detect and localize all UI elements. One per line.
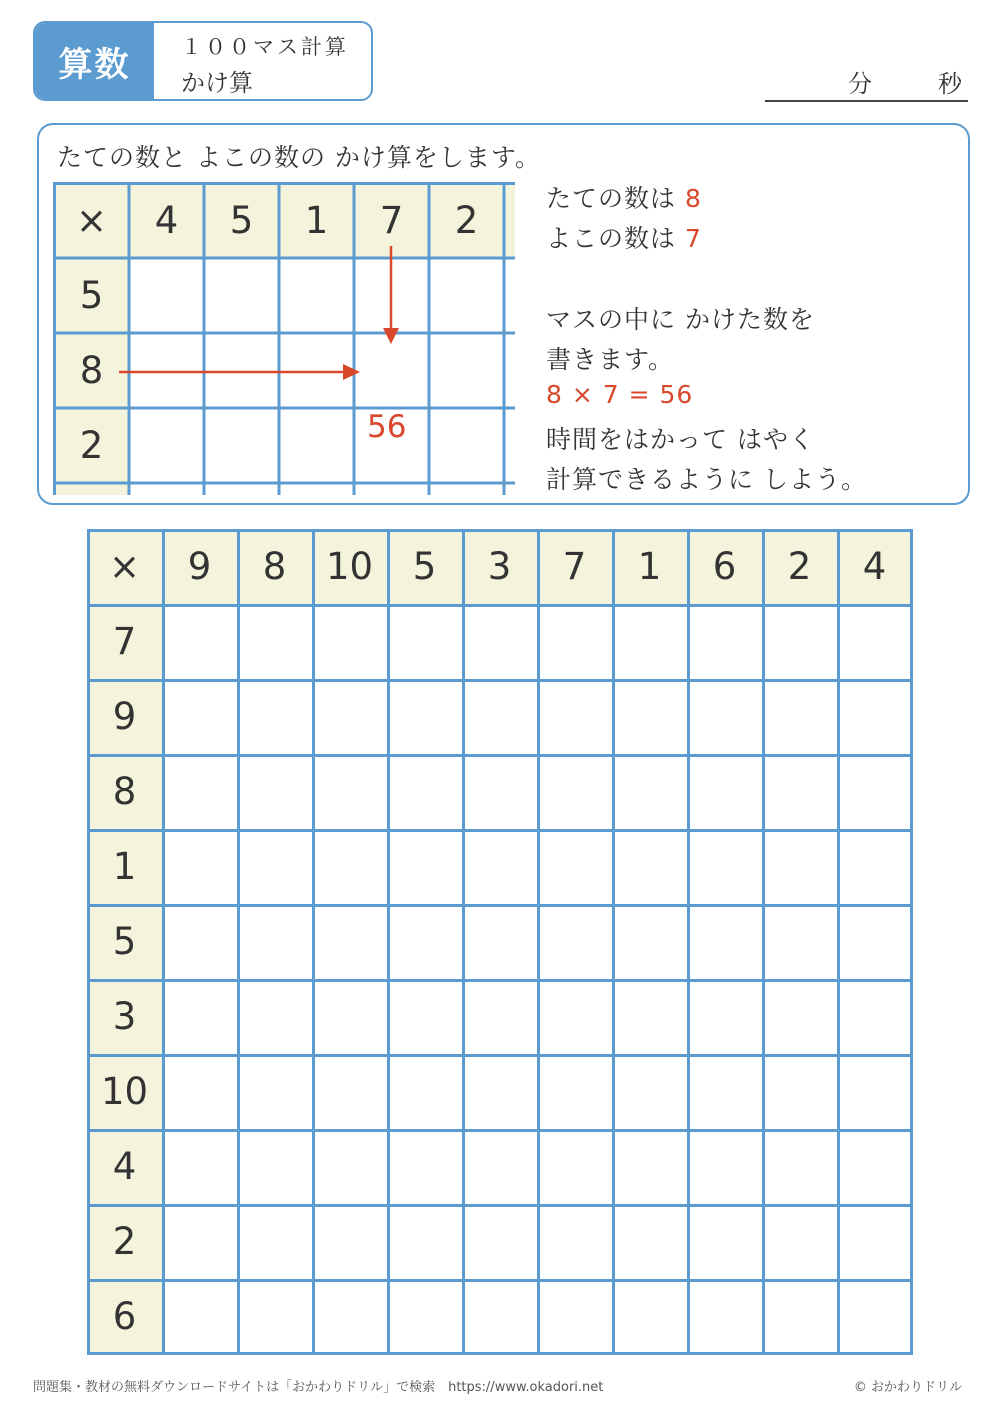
- answer-cell[interactable]: [689, 981, 762, 1054]
- answer-cell[interactable]: [539, 1281, 612, 1354]
- answer-cell[interactable]: [614, 606, 687, 679]
- answer-cell[interactable]: [464, 606, 537, 679]
- answer-cell[interactable]: [164, 1056, 237, 1129]
- answer-cell[interactable]: [164, 981, 237, 1054]
- grid-row-header: 7: [112, 620, 137, 663]
- answer-cell[interactable]: [464, 681, 537, 754]
- grid-col-header: 1: [637, 545, 662, 588]
- answer-cell[interactable]: [839, 1131, 912, 1204]
- hundred-cell-grid: [87, 529, 913, 1355]
- answer-cell[interactable]: [689, 906, 762, 979]
- grid-row-header: 10: [100, 1070, 149, 1113]
- answer-cell[interactable]: [314, 1131, 387, 1204]
- answer-cell[interactable]: [689, 1131, 762, 1204]
- grid-col-header: 7: [562, 545, 587, 588]
- example-col-header: 1: [304, 199, 329, 242]
- answer-cell[interactable]: [239, 1056, 312, 1129]
- answer-cell[interactable]: [689, 1056, 762, 1129]
- example-col-header: 4: [154, 199, 179, 242]
- answer-cell[interactable]: [389, 831, 462, 904]
- answer-cell[interactable]: [839, 756, 912, 829]
- answer-cell[interactable]: [314, 681, 387, 754]
- answer-cell[interactable]: [464, 1281, 537, 1354]
- answer-cell[interactable]: [614, 831, 687, 904]
- grid-row-header: 5: [112, 920, 137, 963]
- answer-cell[interactable]: [464, 831, 537, 904]
- answer-cell[interactable]: [764, 831, 837, 904]
- subject-badge: 算数: [35, 23, 154, 99]
- instruction-panel: [37, 123, 970, 505]
- time-record-field[interactable]: [765, 62, 968, 102]
- answer-cell[interactable]: [839, 681, 912, 754]
- explanation-line: 書きます。: [546, 345, 675, 374]
- answer-cell[interactable]: [239, 1281, 312, 1354]
- answer-cell[interactable]: [764, 756, 837, 829]
- answer-cell[interactable]: [164, 1131, 237, 1204]
- explanation-line: 時間をはかって はやく: [546, 425, 815, 454]
- answer-cell[interactable]: [614, 906, 687, 979]
- footer-site-info: 問題集・教材の無料ダウンロードサイトは「おかわりドリル」で検索 https://www.okadori.net: [33, 1380, 604, 1395]
- explanation-line: 計算できるように しよう。: [546, 465, 867, 494]
- answer-cell[interactable]: [389, 756, 462, 829]
- answer-cell[interactable]: [764, 1056, 837, 1129]
- explanation-horizontal: [546, 219, 702, 255]
- grid-col-header: 8: [262, 545, 287, 588]
- answer-cell[interactable]: [764, 1281, 837, 1354]
- explanation-horizontal-value: 7: [684, 224, 702, 253]
- answer-cell[interactable]: [539, 981, 612, 1054]
- answer-cell[interactable]: [614, 1206, 687, 1279]
- answer-cell[interactable]: [839, 606, 912, 679]
- answer-cell[interactable]: [839, 906, 912, 979]
- answer-cell[interactable]: [314, 1056, 387, 1129]
- answer-cell[interactable]: [314, 1281, 387, 1354]
- answer-cell[interactable]: [239, 981, 312, 1054]
- example-corner-symbol: ×: [75, 199, 107, 242]
- answer-cell[interactable]: [164, 1281, 237, 1354]
- answer-cell[interactable]: [164, 906, 237, 979]
- answer-cell[interactable]: [239, 1131, 312, 1204]
- grid-row-header: 4: [112, 1145, 137, 1188]
- answer-cell[interactable]: [239, 681, 312, 754]
- answer-cell[interactable]: [764, 606, 837, 679]
- answer-cell[interactable]: [689, 1281, 762, 1354]
- answer-cell[interactable]: [689, 681, 762, 754]
- grid-col-header: 6: [712, 545, 737, 588]
- answer-cell[interactable]: [539, 1206, 612, 1279]
- answer-cell[interactable]: [764, 906, 837, 979]
- worksheet-title: １００マス計算: [181, 35, 349, 59]
- answer-cell[interactable]: [389, 1281, 462, 1354]
- grid-row-header: 1: [112, 845, 137, 888]
- answer-cell[interactable]: [239, 1206, 312, 1279]
- explanation-horizontal-text: よこの数は: [546, 224, 685, 253]
- example-row-header: 2: [79, 424, 104, 467]
- worksheet-subtitle: かけ算: [181, 69, 253, 97]
- answer-cell[interactable]: [464, 756, 537, 829]
- answer-cell[interactable]: [464, 906, 537, 979]
- answer-cell[interactable]: [164, 756, 237, 829]
- grid-col-header: 5: [412, 545, 437, 588]
- answer-cell[interactable]: [689, 831, 762, 904]
- grid-row-header: 3: [112, 995, 137, 1038]
- answer-cell[interactable]: [464, 1131, 537, 1204]
- explanation-vertical-value: 8: [684, 184, 702, 213]
- grid-col-header: 10: [325, 545, 374, 588]
- answer-cell[interactable]: [389, 1056, 462, 1129]
- answer-cell[interactable]: [314, 1206, 387, 1279]
- answer-cell[interactable]: [764, 1131, 837, 1204]
- answer-cell[interactable]: [614, 681, 687, 754]
- answer-cell[interactable]: [839, 981, 912, 1054]
- grid-corner-symbol: ×: [108, 545, 140, 588]
- grid-col-header: 3: [487, 545, 512, 588]
- answer-cell[interactable]: [314, 831, 387, 904]
- answer-cell[interactable]: [839, 1056, 912, 1129]
- example-row-header: 5: [79, 274, 104, 317]
- answer-cell[interactable]: [764, 981, 837, 1054]
- answer-cell[interactable]: [164, 681, 237, 754]
- grid-row-header: 9: [112, 695, 137, 738]
- answer-cell[interactable]: [314, 606, 387, 679]
- seconds-label: 秒: [938, 70, 962, 98]
- answer-cell[interactable]: [389, 981, 462, 1054]
- answer-cell[interactable]: [689, 1206, 762, 1279]
- answer-cell[interactable]: [314, 756, 387, 829]
- answer-cell[interactable]: [464, 1206, 537, 1279]
- example-col-header: 5: [229, 199, 254, 242]
- answer-cell[interactable]: [239, 606, 312, 679]
- answer-cell[interactable]: [539, 831, 612, 904]
- explanation-equation: 8 × 7 = 56: [546, 380, 694, 409]
- grid-col-header: 9: [187, 545, 212, 588]
- answer-cell[interactable]: [539, 681, 612, 754]
- explanation-line: マスの中に かけた数を: [546, 305, 815, 334]
- answer-cell[interactable]: [539, 606, 612, 679]
- answer-cell[interactable]: [164, 606, 237, 679]
- answer-cell[interactable]: [614, 1281, 687, 1354]
- answer-cell[interactable]: [689, 606, 762, 679]
- answer-cell[interactable]: [239, 906, 312, 979]
- answer-cell[interactable]: [764, 1206, 837, 1279]
- explanation-vertical-text: たての数は: [546, 184, 685, 213]
- answer-cell[interactable]: [389, 606, 462, 679]
- answer-cell[interactable]: [389, 906, 462, 979]
- grid-col-header: 2: [787, 545, 812, 588]
- grid-col-header: 4: [862, 545, 887, 588]
- answer-cell[interactable]: [239, 756, 312, 829]
- answer-cell[interactable]: [764, 681, 837, 754]
- answer-cell[interactable]: [839, 1206, 912, 1279]
- answer-cell[interactable]: [614, 1056, 687, 1129]
- answer-cell[interactable]: [314, 906, 387, 979]
- grid-row-header: 6: [112, 1295, 137, 1338]
- example-col-header: 7: [379, 199, 404, 242]
- example-col-header: 2: [454, 199, 479, 242]
- answer-cell[interactable]: [689, 756, 762, 829]
- down-arrow-head: [383, 328, 399, 344]
- worksheet-header: [33, 21, 373, 101]
- example-row-header: 8: [79, 349, 104, 392]
- example-grid: [53, 182, 515, 495]
- answer-cell[interactable]: [314, 981, 387, 1054]
- answer-cell[interactable]: [539, 1056, 612, 1129]
- right-arrow-head: [343, 364, 360, 380]
- answer-cell[interactable]: [539, 756, 612, 829]
- grid-row-header: 2: [112, 1220, 137, 1263]
- answer-cell[interactable]: [464, 1056, 537, 1129]
- answer-cell[interactable]: [614, 981, 687, 1054]
- footer-copyright: © おかわりドリル: [853, 1380, 962, 1395]
- grid-row-header: 8: [112, 770, 137, 813]
- answer-cell[interactable]: [539, 906, 612, 979]
- answer-cell[interactable]: [614, 1131, 687, 1204]
- answer-cell[interactable]: [389, 681, 462, 754]
- answer-cell[interactable]: [464, 981, 537, 1054]
- minutes-label: 分: [848, 70, 872, 98]
- answer-cell[interactable]: [164, 1206, 237, 1279]
- answer-cell[interactable]: [839, 1281, 912, 1354]
- answer-cell[interactable]: [389, 1206, 462, 1279]
- explanation-vertical: [546, 179, 702, 215]
- answer-cell[interactable]: [164, 831, 237, 904]
- answer-cell[interactable]: [539, 1131, 612, 1204]
- instruction-headline: たての数と よこの数の かけ算をします。: [57, 143, 541, 172]
- example-result: 56: [367, 409, 407, 445]
- answer-cell[interactable]: [389, 1131, 462, 1204]
- answer-cell[interactable]: [614, 756, 687, 829]
- answer-cell[interactable]: [239, 831, 312, 904]
- answer-cell[interactable]: [839, 831, 912, 904]
